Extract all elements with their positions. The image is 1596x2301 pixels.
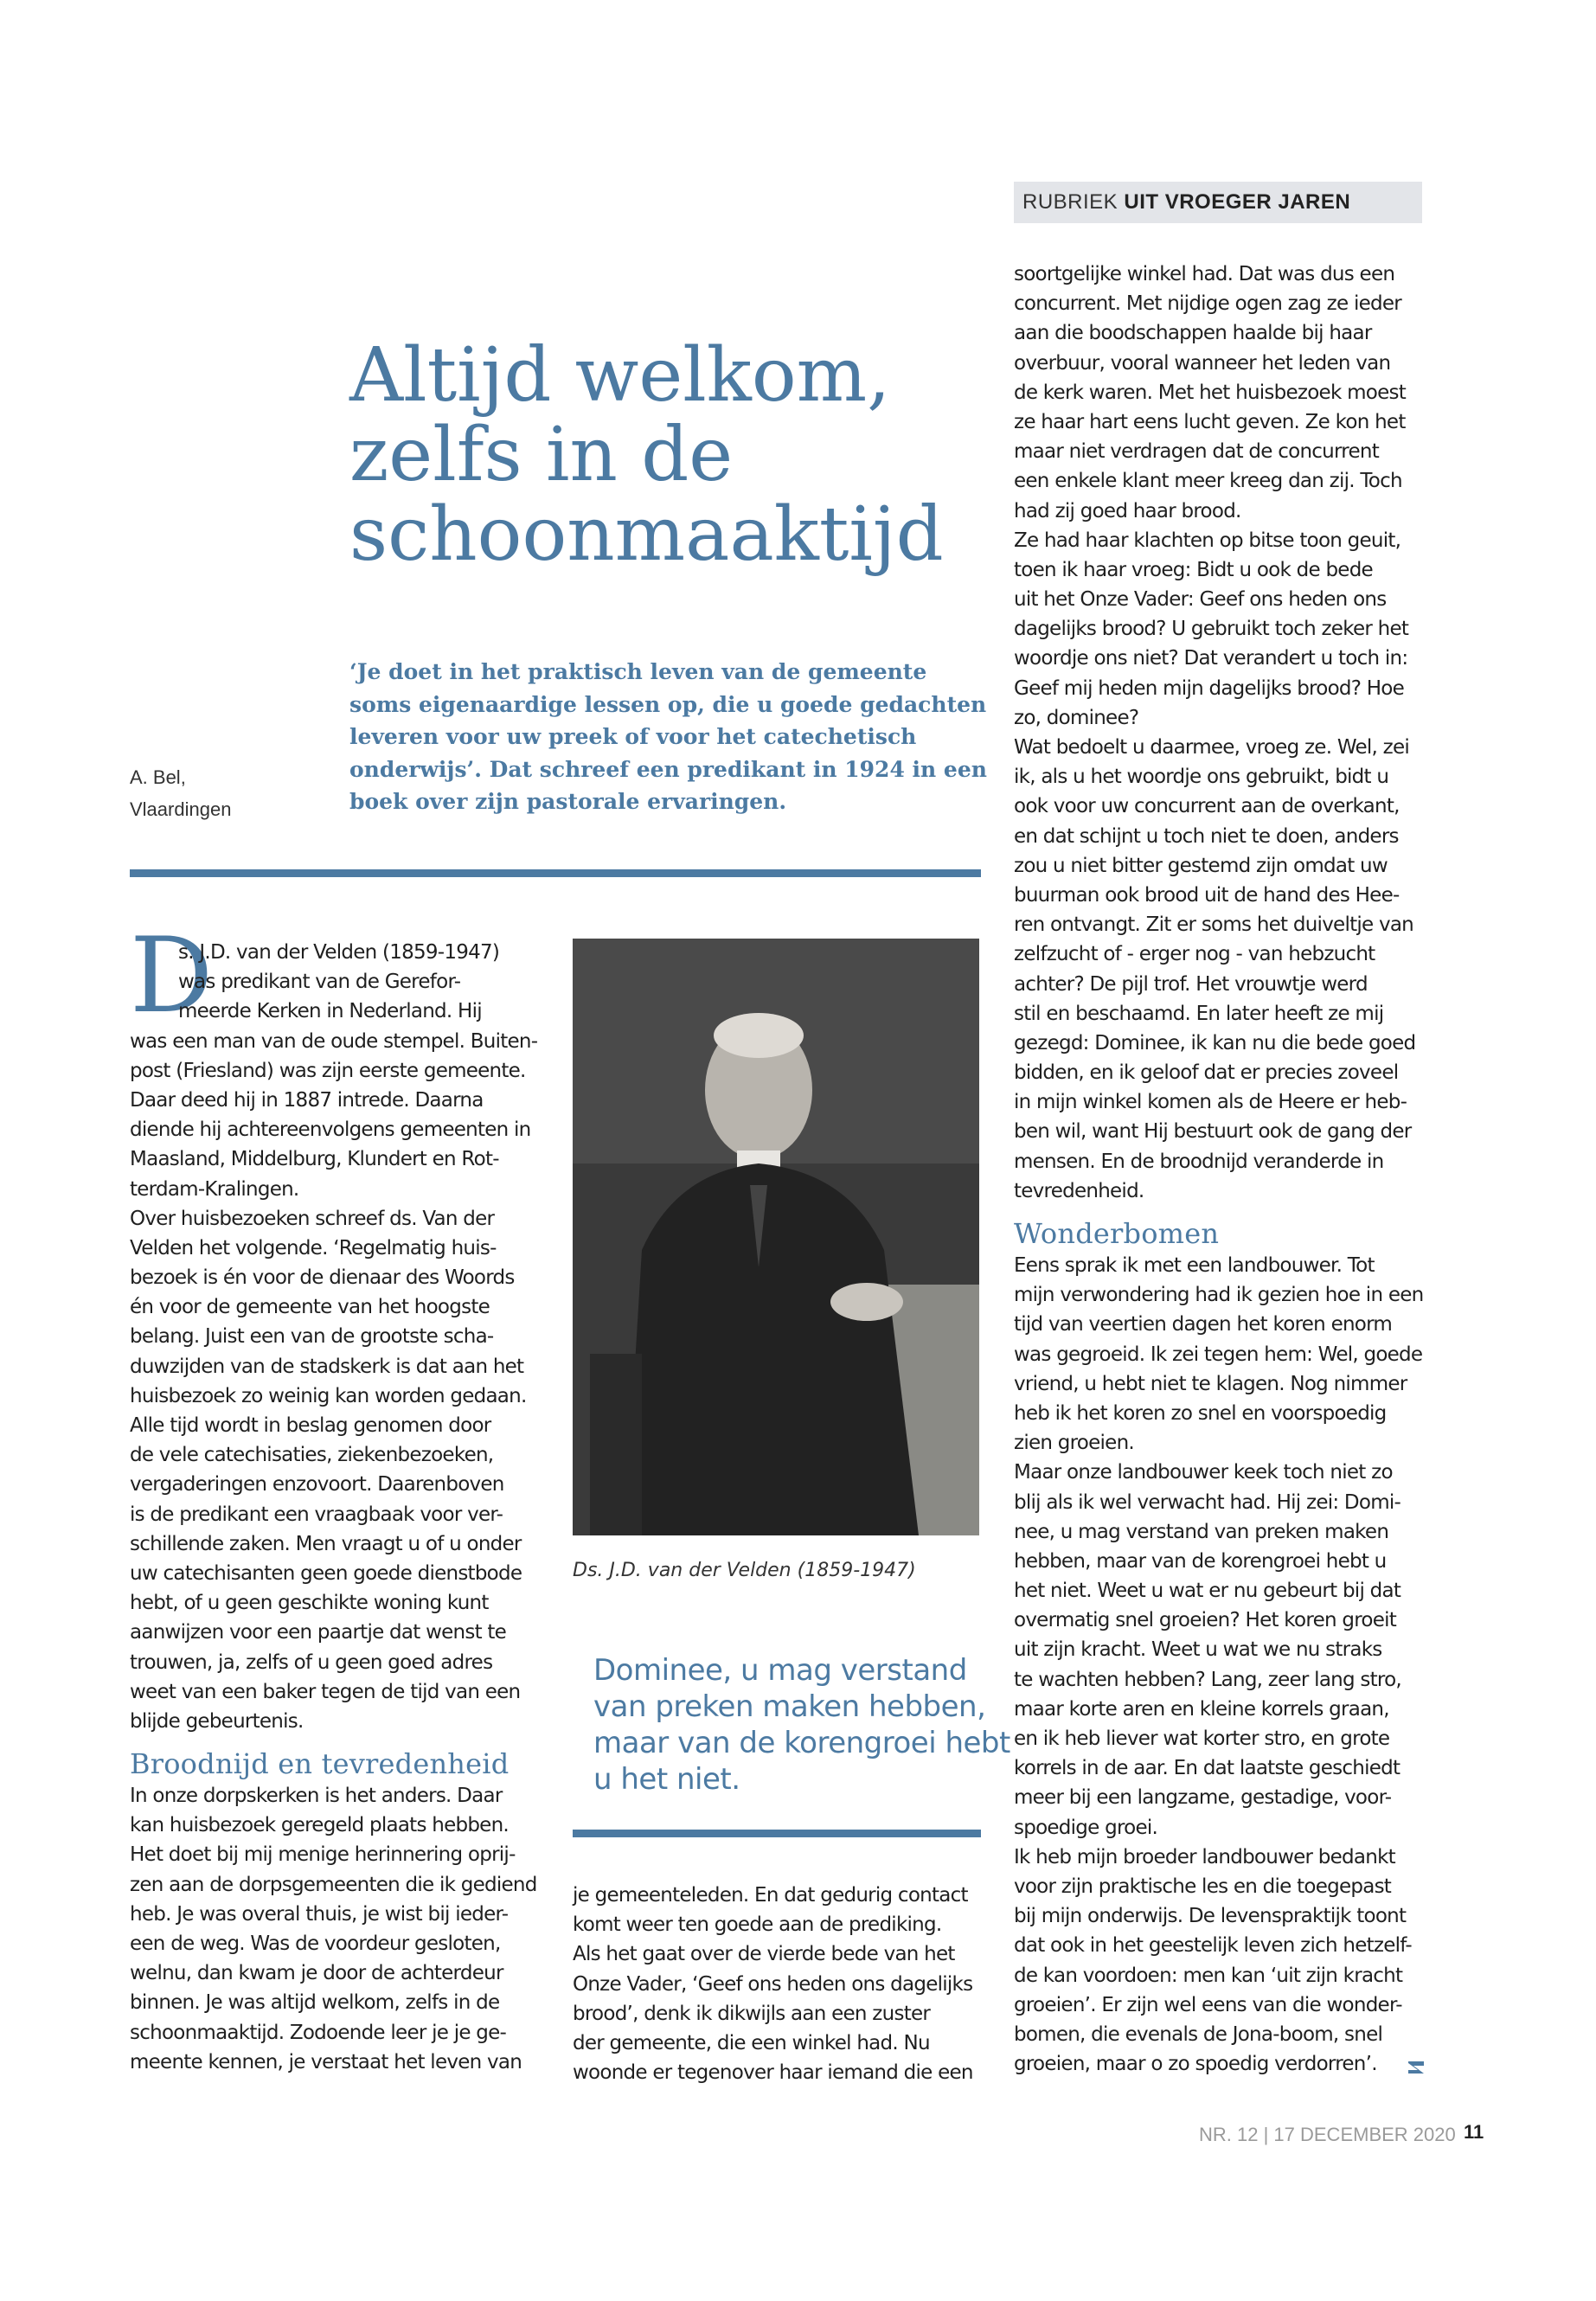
end-mark-icon — [1407, 2058, 1426, 2081]
subheading-wonderbomen: Wonderbomen — [1014, 1217, 1220, 1250]
text-line: nee, u mag verstand van preken maken — [1014, 1520, 1389, 1543]
text-line: welnu, dan kwam je door de achterdeur — [130, 1962, 503, 1985]
portrait-illustration — [573, 939, 979, 1535]
portrait-photo — [573, 939, 979, 1535]
text-line: was een man van de oude stempel. Buiten- — [130, 1029, 538, 1053]
text-line: de kerk waren. Met het huisbezoek moest — [1014, 381, 1406, 404]
text-line: gezegd: Dominee, ik kan nu die bede goed — [1014, 1031, 1416, 1054]
text-line: bezoek is én voor de dienaar des Woords — [130, 1266, 515, 1290]
lead-line: ‘Je doet in het praktisch leven van de gemeente — [349, 659, 927, 684]
text-line: belang. Juist een van de grootste scha- — [130, 1325, 494, 1349]
text-line: was predikant van de Gerefor- — [178, 971, 461, 994]
title-line: zelfs in de — [349, 412, 734, 498]
text-line: in mijn winkel komen als de Heere er heb- — [1014, 1091, 1407, 1114]
text-line: aan die boodschappen haalde bij haar — [1014, 322, 1372, 345]
text-line: weet van een baker tegen de tijd van een — [130, 1680, 521, 1703]
column-2 — [573, 1881, 988, 2087]
rubric-name: UIT VROEGER JAREN — [1124, 190, 1351, 214]
text-line: tijd van veertien dagen het koren enorm — [1014, 1313, 1393, 1336]
text-line: uw catechisanten geen goede dienstbode — [130, 1561, 522, 1585]
text-line: mijn verwondering had ik gezien hoe in een — [1014, 1284, 1424, 1307]
text-line: het niet. Weet u wat er nu gebeurt bij dat — [1014, 1580, 1401, 1603]
author-name: A. Bel, — [130, 766, 186, 788]
rubric-label — [1014, 182, 1422, 223]
text-line: voor zijn praktische les en die toegepast — [1014, 1875, 1392, 1898]
text-line: schoonmaaktijd. Zodoende leer je je ge- — [130, 2021, 507, 2044]
text-line: soortgelijke winkel had. Dat was dus een — [1014, 263, 1395, 285]
text-line: ik, als u het woordje ons gebruikt, bidt u — [1014, 766, 1389, 789]
text-line: maar korte aren en kleine korrels graan, — [1014, 1697, 1389, 1721]
text-line: tevredenheid. — [1014, 1179, 1144, 1202]
rubric-prefix: RUBRIEK — [1022, 190, 1118, 214]
text-line: der gemeente, die een winkel had. Nu — [573, 2031, 930, 2054]
text-line: hebben, maar van de korengroei hebt u — [1014, 1549, 1387, 1573]
text-line: te wachten hebben? Lang, zeer lang stro, — [1014, 1668, 1401, 1691]
text-line: terdam-Kralingen. — [130, 1177, 299, 1201]
text-line: een enkele klant meer kreeg dan zij. Toch — [1014, 470, 1402, 493]
text-line: brood’, denk ik dikwijls aan een zuster — [573, 2002, 931, 2025]
text-line: meerde Kerken in Nederland. Hij — [178, 1000, 482, 1023]
subheading-broodnijd: Broodnijd en tevredenheid — [130, 1747, 510, 1781]
text-line: achter? De pijl trof. Het vrouwtje werd — [1014, 972, 1368, 996]
text-line: kan huisbezoek geregeld plaats hebben. — [130, 1814, 509, 1837]
text-line: meente kennen, je verstaat het leven van — [130, 2050, 522, 2073]
text-line: schillende zaken. Men vraagt u of u onder — [130, 1532, 522, 1555]
text-line: was gegroeid. Ik zei tegen hem: Wel, goede — [1014, 1343, 1423, 1366]
text-line: groeien, maar o zo spoedig verdorren’. — [1014, 2053, 1377, 2076]
text-line: Geef mij heden mijn dagelijks brood? Hoe — [1014, 676, 1405, 700]
text-line: In onze dorpskerken is het anders. Daar — [130, 1785, 503, 1808]
text-line: dat ook in het geestelijk leven zich hetzelf- — [1014, 1934, 1412, 1958]
text-line: Maar onze landbouwer keek toch niet zo — [1014, 1461, 1393, 1484]
text-line: zou u niet bitter gestemd zijn omdat uw — [1014, 854, 1388, 877]
text-line: overmatig snel groeien? Het koren groeit — [1014, 1609, 1397, 1632]
text-line: komt weer ten goede aan de prediking. — [573, 1913, 942, 1937]
text-line: Onze Vader, ‘Geef ons heden ons dagelijks — [573, 1972, 973, 1996]
text-line: een de weg. Was de voordeur gesloten, — [130, 1932, 501, 1955]
text-line: korrels in de aar. En dat laatste geschiedt — [1014, 1757, 1401, 1780]
text-line: uit het Onze Vader: Geef ons heden ons — [1014, 588, 1387, 612]
text-line: meer bij een langzame, gestadige, voor- — [1014, 1786, 1392, 1810]
text-line: ren ontvangt. Zit er soms het duiveltje van — [1014, 913, 1414, 937]
text-line: zien groeien. — [1014, 1432, 1134, 1455]
text-line: uit zijn kracht. Weet u wat we nu straks — [1014, 1638, 1382, 1662]
text-line: je gemeenteleden. En dat gedurig contact — [573, 1884, 968, 1907]
text-line: heb. Je was overal thuis, je wist bij ieder- — [130, 1902, 509, 1926]
text-line: overbuur, vooral wanneer het leden van — [1014, 351, 1391, 375]
text-line: Over huisbezoeken schreef ds. Van der — [130, 1207, 495, 1230]
text-line: ben wil, want Hij bestuurt ook de gang der — [1014, 1120, 1412, 1144]
text-line: bidden, en ik geloof dat er precies zoveel — [1014, 1061, 1399, 1085]
page-number: 11 — [1464, 2121, 1484, 2143]
lead-line: boek over zijn pastorale ervaringen. — [349, 789, 787, 814]
text-line: hebt, of u geen geschikte woning kunt — [130, 1592, 489, 1615]
text-line: ook voor uw concurrent aan de overkant, — [1014, 795, 1400, 818]
issue-info: NR. 12 | 17 DECEMBER 2020 — [1199, 2124, 1456, 2145]
title-line: Altijd welkom, — [349, 332, 891, 419]
quote-line: u het niet. — [593, 1762, 740, 1797]
text-line: buurman ook brood uit de hand des Hee- — [1014, 883, 1400, 907]
text-line: diende hij achtereenvolgens gemeenten in — [130, 1118, 531, 1142]
lead-line: leveren voor uw preek of voor het catechetisch — [349, 724, 917, 749]
text-line: Ze had haar klachten op bitse toon geuit, — [1014, 529, 1401, 552]
photo-caption: Ds. J.D. van der Velden (1859-1947) — [573, 1560, 916, 1581]
text-line: aanwijzen voor een paartje dat wenst te — [130, 1621, 507, 1644]
text-line: bij mijn onderwijs. De levenspraktijk toont — [1014, 1905, 1407, 1928]
text-line: zelfzucht of - erger nog - van hebzucht — [1014, 943, 1375, 966]
text-line: de vele catechisaties, ziekenbezoeken, — [130, 1444, 494, 1467]
text-line: ze haar hart eens lucht geven. Ze kon het — [1014, 410, 1406, 433]
text-line: vriend, u hebt niet te klagen. Nog nimmer — [1014, 1372, 1407, 1395]
text-line: Eens sprak ik met een landbouwer. Tot — [1014, 1254, 1375, 1277]
text-line: én voor de gemeente van het hoogste — [130, 1296, 490, 1319]
text-line: s. J.D. van der Velden (1859-1947) — [178, 941, 500, 964]
text-line: woonde er tegenover haar iemand die een — [573, 2061, 973, 2085]
text-line: maar niet verdragen dat de concurrent — [1014, 440, 1380, 464]
text-line: zo, dominee? — [1014, 706, 1139, 729]
text-line: Alle tijd wordt in beslag genomen door — [130, 1414, 491, 1437]
text-line: zen aan de dorpsgemeenten die ik gediend — [130, 1873, 537, 1896]
article-lead — [349, 656, 987, 818]
text-line: concurrent. Met nijdige ogen zag ze ieder — [1014, 292, 1401, 316]
quote-line: van preken maken hebben, — [593, 1689, 986, 1724]
text-line: Als het gaat over de vierde bede van het — [573, 1943, 955, 1966]
lead-line: soms eigenaardige lessen op, die u goede gedachten — [349, 691, 987, 717]
text-line: heb ik het koren zo snel en voorspoedig — [1014, 1401, 1387, 1425]
text-line: blij als ik wel verwacht had. Hij zei: Domi- — [1014, 1490, 1401, 1514]
text-line: stil en beschaamd. En later heeft ze mij — [1014, 1002, 1384, 1025]
header-divider — [130, 869, 981, 877]
quote-line: maar van de korengroei hebt — [593, 1726, 1010, 1760]
text-line: Ik heb mijn broeder landbouwer bedankt — [1014, 1845, 1395, 1868]
column-1 — [130, 938, 545, 2077]
lead-line: onderwijs’. Dat schreef een predikant in 1924 in een — [349, 756, 987, 782]
text-line: groeien’. Er zijn wel eens van die wonder- — [1014, 1993, 1402, 2016]
text-line: woordje ons niet? Dat verandert u toch in: — [1014, 647, 1408, 670]
text-line: toen ik haar vroeg: Bidt u ook de bede — [1014, 558, 1373, 581]
text-line: en dat schijnt u toch niet te doen, anders — [1014, 824, 1399, 848]
column-3 — [1014, 260, 1438, 2079]
text-line: post (Friesland) was zijn eerste gemeente. — [130, 1059, 526, 1082]
text-line: duwzijden van de stadskerk is dat aan het — [130, 1355, 524, 1378]
drop-cap: D — [130, 916, 214, 1036]
text-line: trouwen, ja, zelfs of u geen goed adres — [130, 1650, 493, 1674]
text-line: binnen. Je was altijd welkom, zelfs in de — [130, 1991, 500, 2015]
text-line: Wat bedoelt u daarmee, vroeg ze. Wel, zei — [1014, 736, 1410, 759]
pull-quote — [593, 1652, 1010, 1798]
quote-divider — [573, 1830, 981, 1837]
text-line: en ik heb liever wat korter stro, en grote — [1014, 1727, 1390, 1750]
text-line: is de predikant een vraagbaak voor ver- — [130, 1503, 503, 1526]
text-line: had zij goed haar brood. — [1014, 499, 1241, 522]
text-line: mensen. En de broodnijd veranderde in — [1014, 1150, 1384, 1173]
text-line: dagelijks brood? U gebruikt toch zeker het — [1014, 618, 1409, 641]
quote-line: Dominee, u mag verstand — [593, 1653, 967, 1688]
text-line: de kan voordoen: men kan ‘uit zijn kracht — [1014, 1964, 1403, 1987]
author-byline — [130, 761, 231, 825]
text-line: Het doet bij mij menige herinnering oprij- — [130, 1843, 516, 1867]
text-line: bomen, die evenals de Jona-boom, snel — [1014, 2022, 1383, 2046]
author-place: Vlaardingen — [130, 798, 232, 820]
text-line: Velden het volgende. ‘Regelmatig huis- — [130, 1236, 497, 1259]
text-line: blijde gebeurtenis. — [130, 1709, 304, 1733]
article-title — [349, 332, 972, 578]
text-line: Maasland, Middelburg, Klundert en Rot- — [130, 1148, 499, 1171]
text-line: spoedige groei. — [1014, 1816, 1158, 1839]
text-line: vergaderingen enzovoort. Daarenboven — [130, 1473, 504, 1497]
title-line: schoonmaaktijd — [349, 491, 944, 578]
text-line: Daar deed hij in 1887 intrede. Daarna — [130, 1088, 484, 1112]
text-line: huisbezoek zo weinig kan worden gedaan. — [130, 1384, 527, 1407]
